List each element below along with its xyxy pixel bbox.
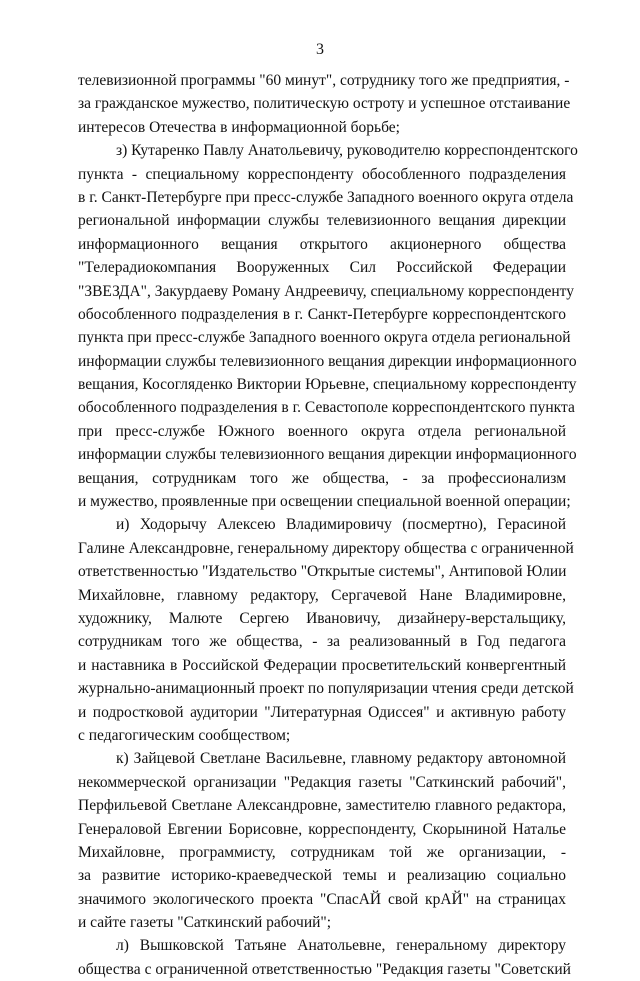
text-line: информации службы телевизионного вещания дирекции информационного xyxy=(78,352,577,370)
paragraph-k-start: к) Зайцевой Светлане Васильевне, главному редактору автономной xyxy=(116,750,566,768)
text-line: в г. Санкт-Петербурге при пресс-службе Западного военного округа отдела xyxy=(78,188,574,206)
text-line: и наставника в Российской Федерации просветительский конвергентный xyxy=(78,656,566,674)
text-line: вещания, Косогляденко Виктории Юрьевне, специальному корреспонденту xyxy=(78,376,577,394)
paragraph-i-start: и) Ходорычу Алексею Владимировичу (посмертно), Герасиной xyxy=(116,516,566,534)
text-line: ответственностью "Издательство "Открытые системы", Антиповой Юлии xyxy=(78,563,567,581)
text-line: информационного вещания открытого акционерного общества xyxy=(78,235,566,253)
text-line: некоммерческой организации "Редакция газеты "Саткинский рабочий", xyxy=(78,773,566,791)
paragraph-z-start: з) Кутаренко Павлу Анатольевичу, руководителю корреспондентского xyxy=(116,142,578,160)
text-line: при пресс-службе Южного военного округа отдела региональной xyxy=(78,422,566,440)
text-line: Михайловне, главному редактору, Сергачевой Нане Владимировне, xyxy=(78,586,566,604)
text-line: с педагогическим сообществом; xyxy=(78,726,291,744)
text-line: и сайте газеты "Саткинский рабочий"; xyxy=(78,914,332,932)
text-line: обособленного подразделения в г. Санкт-Петербурге корреспондентского xyxy=(78,305,566,323)
text-line: Генераловой Евгении Борисовне, корреспонденту, Скорыниной Наталье xyxy=(78,820,566,838)
text-line: художнику, Малюте Сергею Ивановичу, дизайнеру-верстальщику, xyxy=(78,609,566,627)
text-line: интересов Отечества в информационной борьбе; xyxy=(78,118,400,136)
text-line: пункта - специальному корреспонденту обособленного подразделения xyxy=(78,165,566,183)
text-line: "Телерадиокомпания Вооруженных Сил Российской Федерации xyxy=(78,259,566,277)
text-line: и мужество, проявленные при освещении специальной военной операции; xyxy=(78,493,571,511)
text-line: пункта при пресс-службе Западного военного округа отдела региональной xyxy=(78,329,571,347)
text-line: значимого экологического проекта "СпасАЙ свой крАЙ" на страницах xyxy=(78,890,566,908)
text-line: Перфильевой Светлане Александровне, заместителю главного редактора, xyxy=(78,797,566,815)
text-line: обособленного подразделения в г. Севастополе корреспондентского пункта xyxy=(78,399,575,417)
text-line: за гражданское мужество, политическую остроту и успешное отстаивание xyxy=(78,95,571,113)
text-line: телевизионной программы "60 минут", сотруднику того же предприятия, - xyxy=(78,72,570,89)
text-line: информации службы телевизионного вещания дирекции информационного xyxy=(78,446,577,464)
text-line: Михайловне, программисту, сотрудникам той же организации, - xyxy=(78,843,566,861)
text-line: обществa с ограниченной ответственностью "Редакция газеты "Советский xyxy=(78,960,571,978)
text-line: "ЗВЕЗДА", Закурдаеву Роману Андреевичу, специальному корреспонденту xyxy=(78,282,574,300)
text-line: за развитие историко-краеведческой темы и реализацию социально xyxy=(78,867,566,885)
paragraph-l-start: л) Вышковской Татьяне Анатольевне, генеральному директору xyxy=(116,937,566,955)
text-line: Галине Александровне, генеральному директору общества с ограниченной xyxy=(78,539,574,557)
document-body xyxy=(78,69,578,981)
text-line: региональной информации службы телевизионного вещания дирекции xyxy=(78,212,566,230)
text-line: и подростковой аудитории "Литературная Одиссея" и активную работу xyxy=(78,703,566,721)
text-line: сотрудникам того же общества, - за реализованный в Год педагога xyxy=(78,633,566,651)
text-line: журнально-анимационный проект по популяризации чтения среди детской xyxy=(78,680,574,698)
page-number: 3 xyxy=(316,41,324,58)
text-line: вещания, сотрудникам того же общества, - за профессионализм xyxy=(78,469,566,487)
